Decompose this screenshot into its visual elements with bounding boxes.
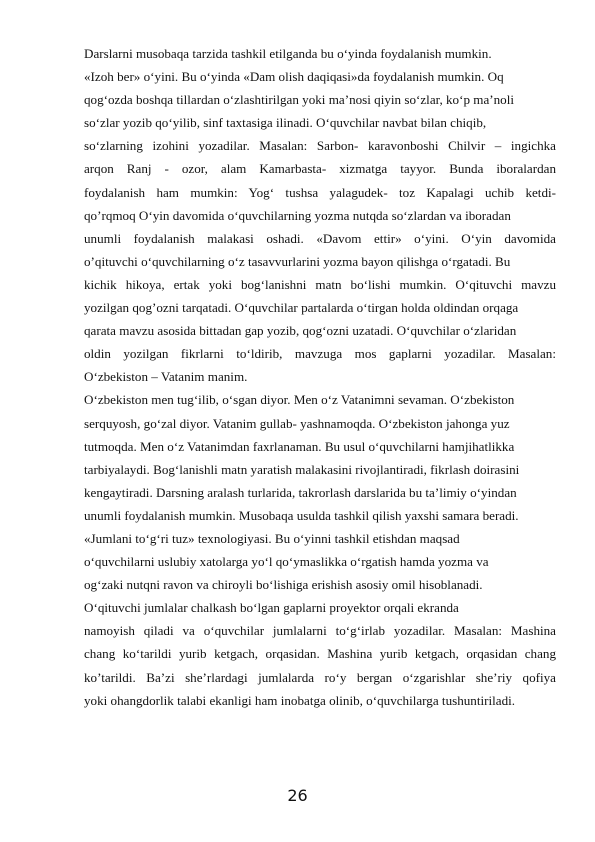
text-line: oldin yozilgan fikrlarni to‘ldirib, mavzuga mos gaplarni yozadilar. Masalan: bbox=[84, 346, 556, 362]
text-line: o‘quvchilarni uslubiy xatolarga yo‘l qo‘ymaslikka o‘rgatish hamda yozma va bbox=[84, 554, 489, 570]
text-line: unumli foydalanish malakasi oshadi. «Davom ettir» o‘yini. O‘yin davomida bbox=[84, 230, 556, 246]
text-line: so‘zlar yozib qo‘yilib, sinf taxtasiga ilinadi. O‘quvchilar navbat bilan chiqib, bbox=[84, 115, 487, 131]
text-line: og‘zaki nutqni ravon va chiroyli bo‘lishiga erishish asosiy omil hisoblanadi. bbox=[84, 577, 483, 593]
text-line: foydalanish ham mumkin: Yog‘ tushsa yalagudek- toz Kapalagi uchib ketdi- bbox=[84, 184, 556, 200]
text-line: chang ko‘tarildi yurib ketgach, orqasidan. Mashina yurib ketgach, orqasidan chang bbox=[84, 646, 556, 662]
page-number: 26 bbox=[287, 786, 308, 805]
text-line: unumli foydalanish mumkin. Musobaqa usulda tashkil qilish yaxshi samara beradi. bbox=[84, 507, 519, 523]
text-line: «Jumlani to‘g‘ri tuz» texnologiyasi. Bu o‘yinni tashkil etishdan maqsad bbox=[84, 530, 460, 546]
text-line: O‘qituvchi jumlalar chalkash bo‘lgan gaplarni proyektor orqali ekranda bbox=[84, 600, 459, 616]
text-line: tarbiyalaydi. Bog‘lanishli matn yaratish malakasini rivojlantiradi, fikrlash doirasini bbox=[84, 461, 520, 477]
text-line: so‘zlarning izohini yozadilar. Masalan: Sarbon- karavonboshi Chilvir – ingichka bbox=[84, 138, 556, 154]
text-line: kengaytiradi. Darsning aralash turlarida, takrorlash darslarida bu ta’limiy o‘yindan bbox=[84, 484, 517, 500]
text-line: O‘zbekiston men tug‘ilib, o‘sgan diyor. Men o‘z Vatanimni sevaman. O‘zbekiston bbox=[84, 392, 515, 408]
text-line: o’qituvchi o‘quvchilarning o‘z tasavvurlarini yozma bayon qilishga o‘rgatadi. Bu bbox=[84, 253, 511, 269]
text-line: namoyish qiladi va o‘quvchilar jumlalarni to‘g‘irlab yozadilar. Masalan: Mashina bbox=[84, 623, 556, 639]
text-line: yozilgan qog’ozni tarqatadi. O‘quvchilar partalarda o‘tirgan holda oldindan orqaga bbox=[84, 300, 519, 316]
document-body bbox=[84, 42, 556, 712]
text-line: qog‘ozda boshqa tillardan o‘zlashtirilgan yoki ma’nosi qiyin so‘zlar, ko‘p ma’noli bbox=[84, 92, 515, 108]
text-line: qarata mavzu asosida bittadan gap yozib, qog‘ozni uzatadi. O‘quvchilar o‘zlaridan bbox=[84, 323, 517, 339]
text-line: tutmoqda. Men o‘z Vatanimdan faxrlanaman. Bu usul o‘quvchilarni hamjihatlikka bbox=[84, 438, 515, 454]
text-line: ko’tarildi. Ba’zi she’rlardagi jumlalarda ro‘y bergan o‘zgarishlar she’riy qofiya bbox=[84, 669, 556, 685]
text-line: arqon Ranj - ozor, alam Kamarbasta- xizmatga tayyor. Bunda iboralardan bbox=[84, 161, 556, 177]
text-line: kichik hikoya, ertak yoki bog‘lanishni matn bo‘lishi mumkin. O‘qituvchi mavzu bbox=[84, 276, 556, 292]
text-line: serquyosh, go‘zal diyor. Vatanim gullab- yashnamoqda. O‘zbekiston jahonga yuz bbox=[84, 415, 510, 431]
text-line: qo’rqmoq O‘yin davomida o‘quvchilarning yozma nutqda so‘zlardan va iboradan bbox=[84, 207, 511, 223]
text-line: O‘zbekiston – Vatanim manim. bbox=[84, 369, 248, 385]
text-line: Darslarni musobaqa tarzida tashkil etilganda bu o‘yinda foydalanish mumkin. bbox=[84, 46, 492, 61]
text-line: yoki ohangdorlik talabi ekanligi ham inobatga olinib, o‘quvchilarga tushuntiriladi. bbox=[84, 692, 516, 708]
text-line: «Izoh ber» o‘yini. Bu o‘yinda «Dam olish daqiqasi»da foydalanish mumkin. Oq bbox=[84, 69, 504, 85]
